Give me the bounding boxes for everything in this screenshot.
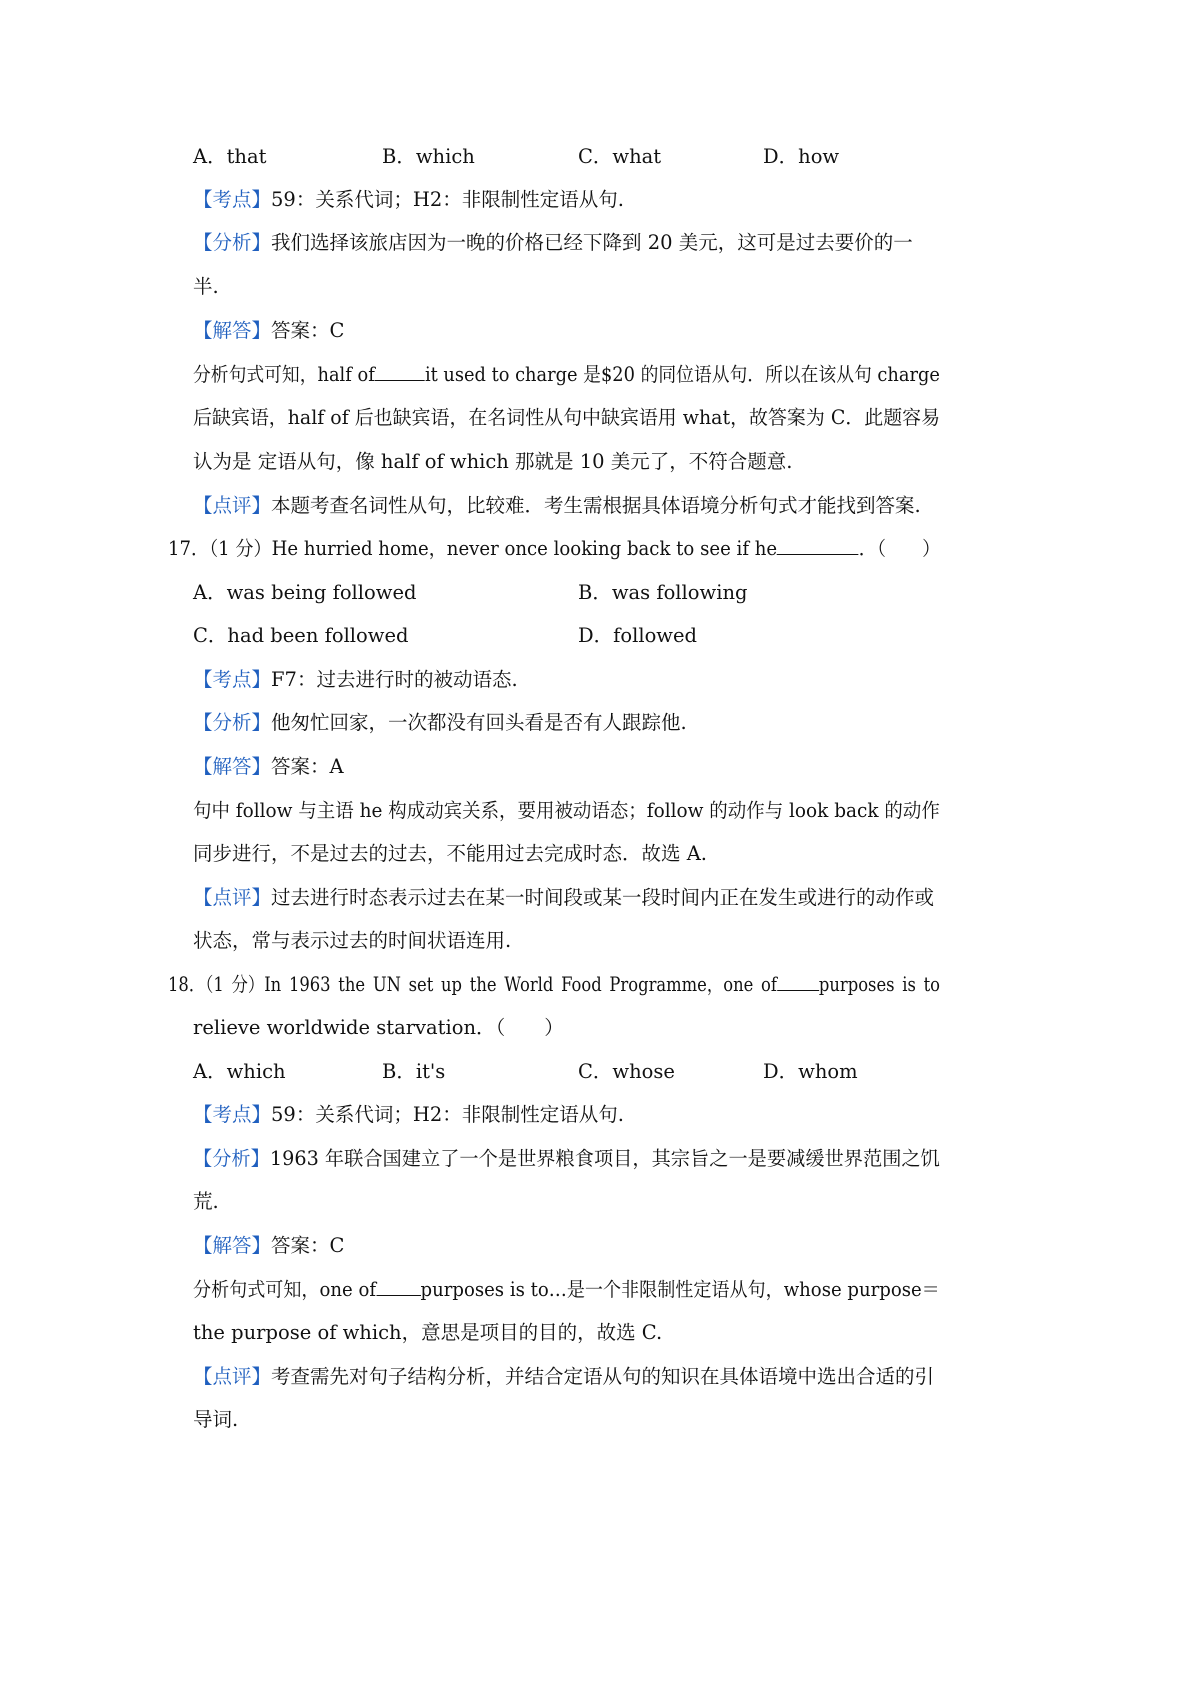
q17-body-line1: 句中 follow 与主语 he 构成动宾关系，要用被动语态；follow 的动作与 look back 的动作	[193, 799, 940, 822]
kaodian-text: F7：过去进行时的被动语态.	[271, 668, 518, 691]
q18-fenxi	[193, 1145, 940, 1173]
q16-kaodian	[193, 186, 624, 214]
fenxi-tag: 【分析】	[193, 231, 272, 254]
q17-kaodian	[193, 666, 518, 694]
dianping-text: 本题考查名词性从句，比较难．考生需根据具体语境分析句式才能找到答案.	[271, 494, 921, 517]
q18-body-line1: 分析句式可知，one of purposes is to…是一个非限制性定语从句，whose purpose＝	[193, 1278, 940, 1301]
answer-blank	[375, 362, 425, 381]
q17-jieda	[193, 753, 344, 781]
jieda-text: 答案：A	[271, 755, 344, 778]
fenxi-tag: 【分析】	[193, 711, 272, 734]
q16-fenxi-cont: 半.	[193, 275, 219, 298]
q17-fenxi	[193, 709, 687, 737]
dianping-text: 过去进行时态表示过去在某一时间段或某一段时间内正在发生或进行的动作或	[271, 886, 935, 909]
kaodian-tag: 【考点】	[193, 1103, 272, 1126]
q17-option-d: D．followed	[578, 624, 698, 647]
q16-option-c: C．what	[578, 145, 662, 168]
q17-option-c: C．had been followed	[193, 624, 409, 647]
q16-fenxi	[193, 229, 913, 257]
q16-option-d: D．how	[763, 145, 840, 168]
q18-option-a: A．which	[193, 1060, 286, 1083]
jieda-tag: 【解答】	[193, 755, 272, 778]
q17-stem: 17．（1 分）He hurried home，never once looking back to see if he ．（ ）	[168, 537, 941, 560]
dianping-tag: 【点评】	[193, 494, 272, 517]
q16-body-line3: 认为是 定语从句，像 half of which 那就是 10 美元了，不符合题意.	[193, 450, 793, 473]
q16-jieda	[193, 317, 344, 345]
q17-option-b: B．was following	[578, 581, 748, 604]
q18-dianping-cont: 导词.	[193, 1408, 239, 1431]
q18-dianping	[193, 1363, 934, 1391]
answer-blank	[777, 536, 859, 555]
answer-blank	[376, 1277, 420, 1296]
fenxi-text: 我们选择该旅店因为一晚的价格已经下降到 20 美元，这可是过去要价的一	[271, 231, 913, 254]
q18-jieda	[193, 1232, 344, 1260]
q17-dianping	[193, 884, 934, 912]
answer-blank	[777, 972, 819, 991]
q16-body-line1: 分析句式可知，half of it used to charge 是$20 的同位语从句．所以在该从句 charge	[193, 363, 940, 386]
q18-stem: 18．（1 分）In 1963 the UN set up the World Food Programme，one of purposes is to	[168, 973, 941, 996]
kaodian-tag: 【考点】	[193, 188, 272, 211]
q17-dianping-cont: 状态，常与表示过去的时间状语连用.	[193, 929, 512, 952]
q18-kaodian	[193, 1101, 624, 1129]
q16-dianping	[193, 492, 921, 520]
q18-option-d: D．whom	[763, 1060, 858, 1083]
q16-option-b: B．which	[382, 145, 475, 168]
kaodian-text: 59：关系代词；H2：非限制性定语从句.	[271, 188, 624, 211]
q18-option-c: C．whose	[578, 1060, 675, 1083]
q18-body-line2: the purpose of which，意思是项目的目的，故选 C.	[193, 1321, 663, 1344]
fenxi-text: 他匆忙回家，一次都没有回头看是否有人跟踪他.	[271, 711, 687, 734]
q18-option-b: B．it's	[382, 1060, 446, 1083]
dianping-tag: 【点评】	[193, 886, 272, 909]
dianping-text: 考查需先对句子结构分析，并结合定语从句的知识在具体语境中选出合适的引	[271, 1365, 935, 1388]
jieda-text: 答案：C	[271, 319, 345, 342]
fenxi-tag: 【分析】	[193, 1147, 270, 1170]
q16-option-a: A．that	[193, 145, 267, 168]
jieda-tag: 【解答】	[193, 1234, 272, 1257]
q18-stem-cont: relieve worldwide starvation．（ ）	[193, 1016, 564, 1039]
jieda-tag: 【解答】	[193, 319, 272, 342]
kaodian-tag: 【考点】	[193, 668, 272, 691]
q17-body-line2: 同步进行，不是过去的过去，不能用过去完成时态．故选 A.	[193, 842, 707, 865]
jieda-text: 答案：C	[271, 1234, 345, 1257]
q18-fenxi-cont: 荒.	[193, 1190, 219, 1213]
q16-body-line2: 后缺宾语，half of 后也缺宾语，在名词性从句中缺宾语用 what，故答案为 C．此题容易	[193, 406, 941, 429]
q17-option-a: A．was being followed	[193, 581, 417, 604]
kaodian-text: 59：关系代词；H2：非限制性定语从句.	[271, 1103, 624, 1126]
fenxi-text: 1963 年联合国建立了一个是世界粮食项目，其宗旨之一是要减缓世界范围之饥	[269, 1147, 940, 1170]
dianping-tag: 【点评】	[193, 1365, 272, 1388]
